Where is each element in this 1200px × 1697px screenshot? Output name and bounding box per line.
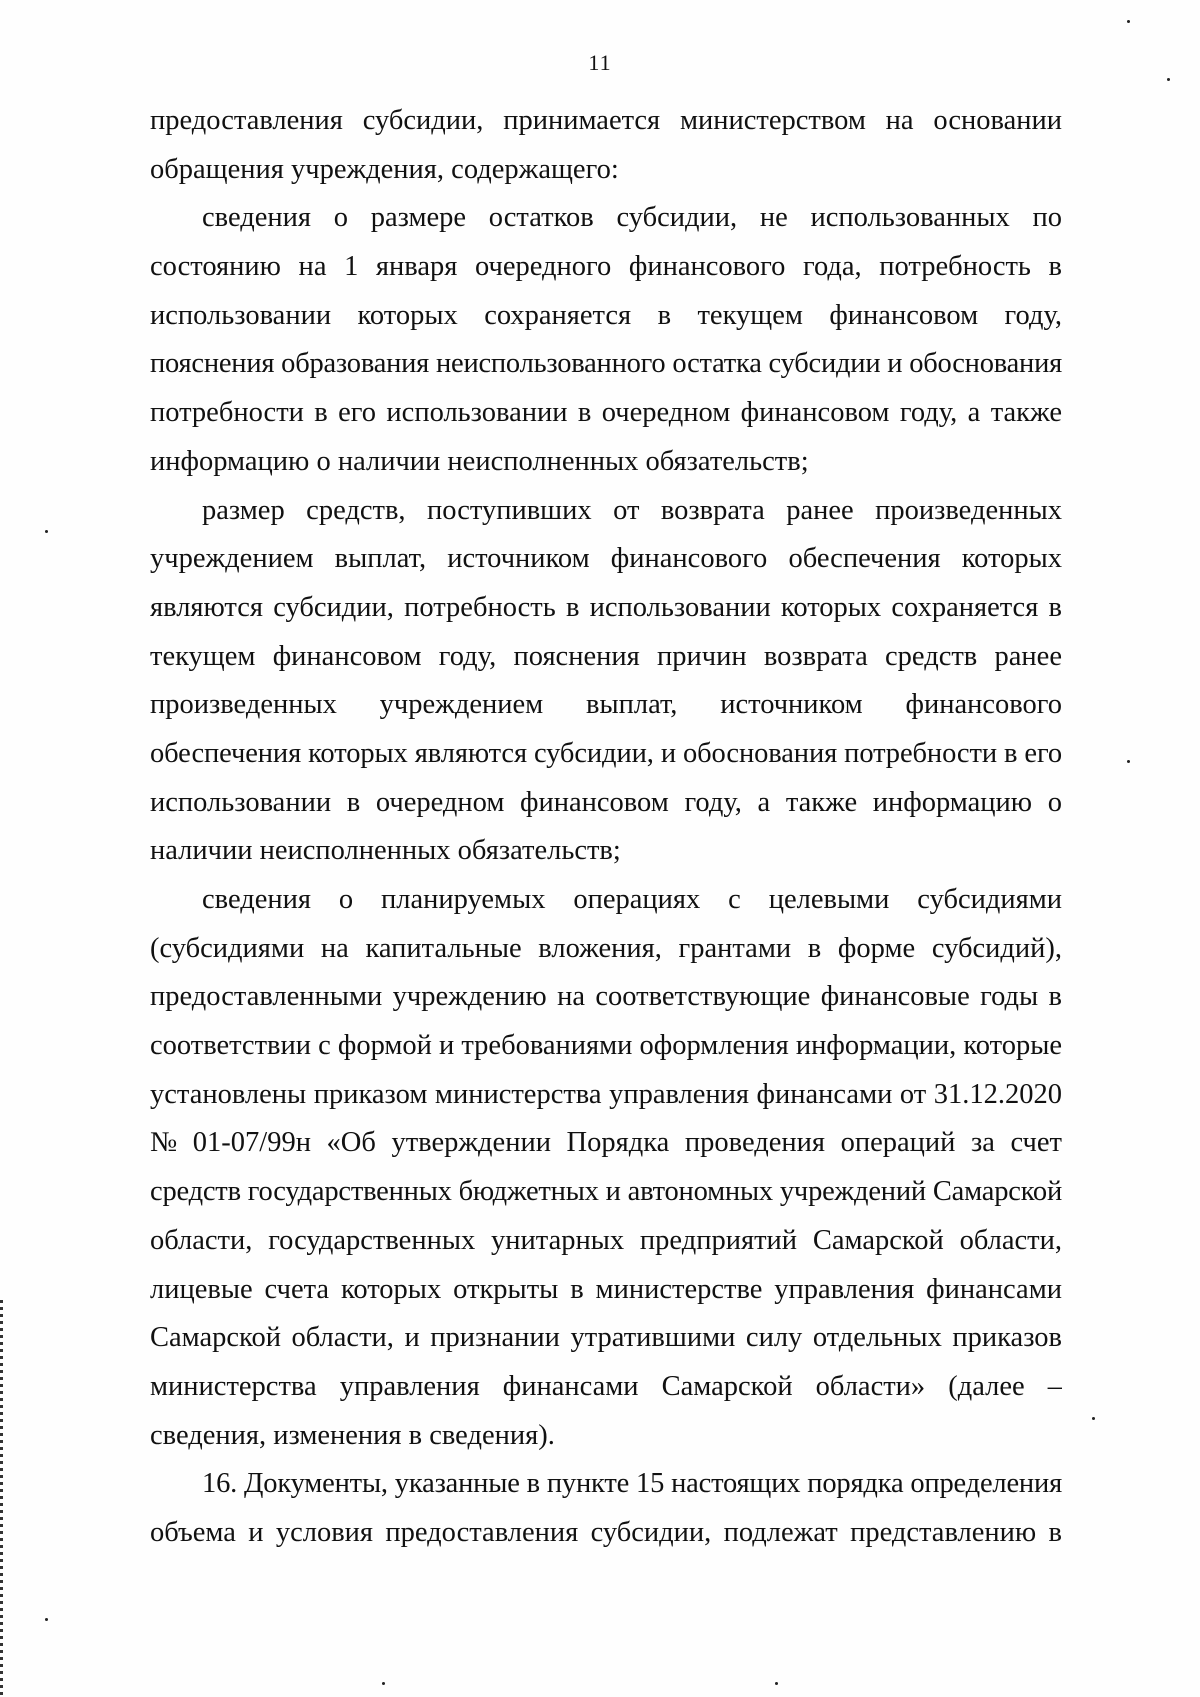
text-line: потребности в его использовании в очередном финансовом году, а также bbox=[150, 397, 1062, 429]
paragraph-continuation bbox=[150, 97, 1062, 194]
text-line: сведения о размере остатков субсидии, не использованных по bbox=[202, 202, 1062, 234]
text-line: информацию о наличии неисполненных обязательств; bbox=[150, 445, 809, 477]
scan-speck bbox=[1167, 78, 1170, 81]
text-line: обеспечения которых являются субсидии, и обоснования потребности в его bbox=[150, 737, 1062, 769]
scan-speck bbox=[1092, 1417, 1095, 1420]
text-line: произведенных учреждением выплат, источником финансового bbox=[150, 689, 1062, 721]
text-line: состоянию на 1 января очередного финансового года, потребность в bbox=[150, 251, 1062, 283]
text-line: средств государственных бюджетных и автономных учреждений Самарской bbox=[150, 1176, 1062, 1208]
text-line: текущем финансовом году, пояснения причин возврата средств ранее bbox=[150, 640, 1062, 672]
text-line: соответствии с формой и требованиями оформления информации, которые bbox=[150, 1030, 1062, 1062]
page-number: 11 bbox=[588, 50, 612, 75]
text-line: установлены приказом министерства управления финансами от 31.12.2020 bbox=[150, 1078, 1062, 1110]
text-line: области, государственных унитарных предприятий Самарской области, bbox=[150, 1224, 1062, 1256]
text-line: использовании в очередном финансовом году, а также информацию о bbox=[150, 786, 1062, 818]
scan-speck bbox=[1127, 760, 1130, 763]
text-line: министерства управления финансами Самарской области» (далее – bbox=[150, 1370, 1062, 1402]
scan-speck bbox=[45, 1618, 48, 1621]
text-line: предоставления субсидии, принимается министерством на основании bbox=[150, 105, 1062, 136]
scan-speck bbox=[45, 530, 48, 533]
scan-speck bbox=[382, 1682, 385, 1685]
text-line: обращения учреждения, содержащего: bbox=[150, 153, 619, 185]
paragraph-item-16 bbox=[150, 1460, 1062, 1557]
text-line: Самарской области, и признании утратившими силу отдельных приказов bbox=[150, 1322, 1062, 1354]
scan-edge-marks bbox=[0, 1300, 3, 1697]
text-line: наличии неисполненных обязательств; bbox=[150, 835, 621, 867]
paragraph-remains-info bbox=[150, 194, 1062, 486]
text-line: № 01-07/99н «Об утверждении Порядка проведения операций за счет bbox=[150, 1127, 1062, 1159]
text-line: сведения о планируемых операциях с целевыми субсидиями bbox=[202, 884, 1062, 915]
text-line: сведения, изменения в сведения). bbox=[150, 1419, 555, 1451]
text-line: предоставленными учреждению на соответствующие финансовые годы в bbox=[150, 981, 1062, 1013]
text-line: (субсидиями на капитальные вложения, грантами в форме субсидий), bbox=[150, 932, 1062, 964]
text-line: являются субсидии, потребность в использовании которых сохраняется в bbox=[150, 591, 1062, 623]
document-body bbox=[150, 97, 1062, 1558]
text-line: использовании которых сохраняется в текущем финансовом году, bbox=[150, 299, 1062, 331]
scan-speck bbox=[1127, 20, 1130, 23]
text-line: лицевые счета которых открыты в министерстве управления финансами bbox=[150, 1273, 1062, 1305]
paragraph-returned-funds bbox=[150, 487, 1062, 877]
text-line: пояснения образования неиспользованного остатка субсидии и обоснования bbox=[150, 348, 1062, 380]
text-line: размер средств, поступивших от возврата ранее произведенных bbox=[202, 494, 1062, 526]
paragraph-planned-operations bbox=[150, 876, 1062, 1460]
text-line: учреждением выплат, источником финансового обеспечения которых bbox=[150, 543, 1062, 575]
text-line: 16. Документы, указанные в пункте 15 настоящих порядка определения bbox=[202, 1468, 1062, 1500]
text-line: объема и условия предоставления субсидии, подлежат представлению в bbox=[150, 1516, 1062, 1548]
scan-speck bbox=[775, 1682, 778, 1685]
